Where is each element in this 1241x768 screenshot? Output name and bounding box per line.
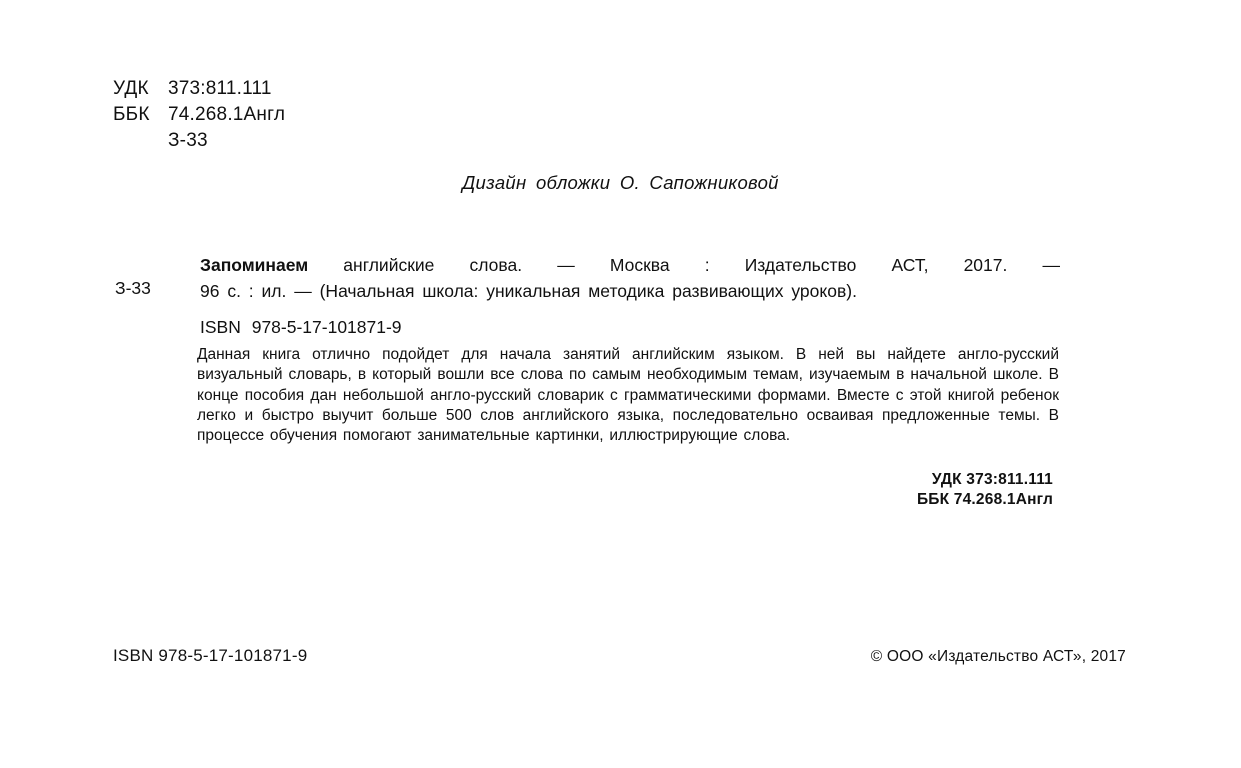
entry-author-code: З-33 <box>115 278 151 298</box>
footer-copyright: © ООО «Издательство АСТ», 2017 <box>870 648 1126 665</box>
entry-text <box>200 252 1060 304</box>
udk-label: УДК <box>113 78 149 99</box>
bbk-value: 74.268.1Англ <box>168 104 286 125</box>
bibliographic-entry <box>115 252 1060 338</box>
entry-series-line: 96 с. : ил. — (Начальная школа: уникальная методика развивающих уроков). <box>200 281 857 301</box>
footer-isbn: ISBN 978-5-17-101871-9 <box>113 646 308 665</box>
entry-title-rest: английские слова. — Москва : Издательство АСТ, 2017. — <box>308 255 1060 275</box>
udk-right: УДК 373:811.111 <box>931 471 1053 488</box>
entry-isbn: ISBN 978-5-17-101871-9 <box>200 317 402 337</box>
classification-block <box>113 78 285 151</box>
entry-title-line <box>200 252 1060 278</box>
author-sign-code: З-33 <box>168 130 208 151</box>
annotation-paragraph: Данная книга отлично подойдет для начала занятий английским языком. В ней вы найдете англо-русский визуальный словарь, в который вошли все слова по самым необходимым темам, изучаемым в начальной школе. В конце пособия дан небольшой англо-русский словарик с грамматическими формами. Вместе с этой книгой ребенок легко и быстро выучит больше 500 слов английского языка, последовательно осваивая предложенные темы. В процессе обучения помогают занимательные картинки, иллюстрирующие слова. <box>197 346 1059 445</box>
bbk-label: ББК <box>113 104 150 125</box>
entry-title-bold: Запоминаем <box>200 255 309 275</box>
bbk-right: ББК 74.268.1Англ <box>916 490 1053 508</box>
udk-value: 373:811.111 <box>168 78 272 99</box>
classification-block-right <box>600 470 1053 509</box>
designer-credit: Дизайн обложки О. Сапожниковой <box>462 172 779 193</box>
